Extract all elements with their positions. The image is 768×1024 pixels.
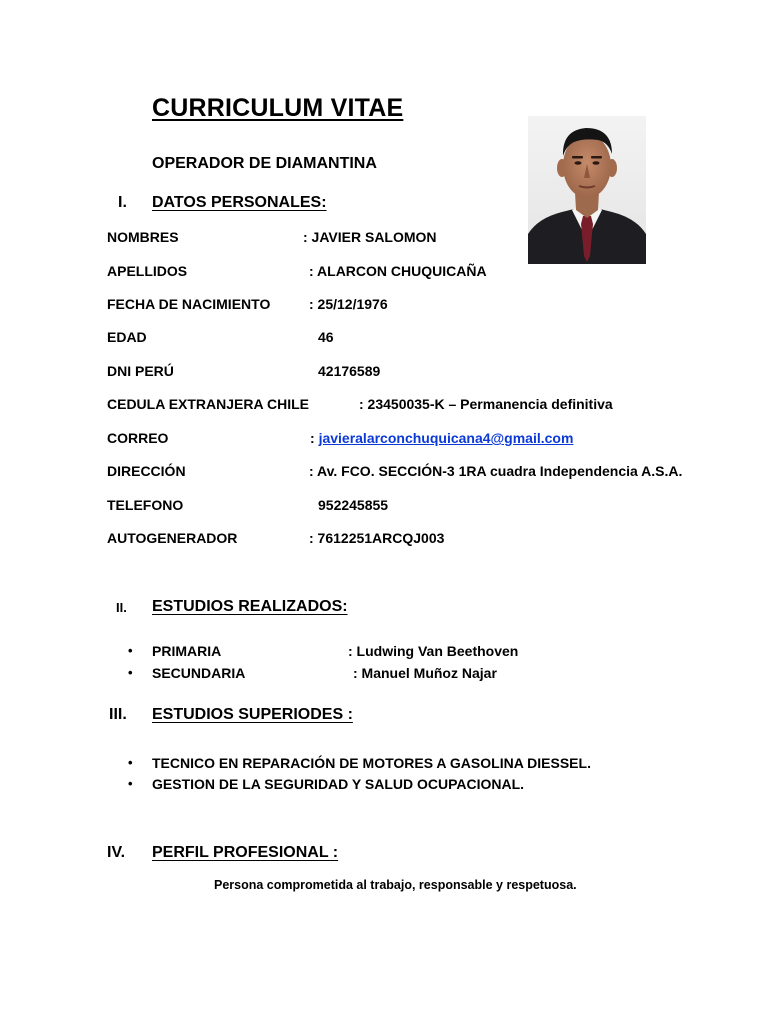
section-title-studies: ESTUDIOS REALIZADOS: bbox=[152, 598, 348, 615]
value-fecha-nacimiento: : 25/12/1976 bbox=[309, 296, 388, 312]
cv-title: CURRICULUM VITAE bbox=[152, 94, 404, 122]
label-dni: DNI PERÚ bbox=[107, 363, 174, 379]
value-correo bbox=[310, 430, 573, 446]
label-telefono: TELEFONO bbox=[107, 497, 184, 513]
value-dni: 42176589 bbox=[318, 363, 381, 379]
higher-study-item: TECNICO EN REPARACIÓN DE MOTORES A GASOLINA DIESSEL. bbox=[152, 755, 591, 771]
section-number-profile: IV. bbox=[107, 844, 126, 861]
label-correo: CORREO bbox=[107, 430, 169, 446]
section-number-studies: II. bbox=[116, 600, 127, 615]
job-position: OPERADOR DE DIAMANTINA bbox=[152, 155, 377, 172]
label-fecha-nacimiento: FECHA DE NACIMIENTO bbox=[107, 296, 271, 312]
profile-summary: Persona comprometida al trabajo, responsable y respetuosa. bbox=[214, 878, 577, 892]
value-autogenerador: : 7612251ARCQJ003 bbox=[309, 530, 445, 546]
section-title-personal: DATOS PERSONALES: bbox=[152, 194, 327, 211]
bullet-icon: • bbox=[128, 643, 133, 658]
label-direccion: DIRECCIÓN bbox=[107, 463, 186, 479]
label-cedula: CEDULA EXTRANJERA CHILE bbox=[107, 396, 309, 412]
value-nombres: : JAVIER SALOMON bbox=[303, 229, 437, 245]
label-nombres: NOMBRES bbox=[107, 229, 179, 245]
label-autogenerador: AUTOGENERADOR bbox=[107, 530, 238, 546]
higher-study-item: GESTION DE LA SEGURIDAD Y SALUD OCUPACIONAL. bbox=[152, 776, 525, 792]
value-cedula: : 23450035-K – Permanencia definitiva bbox=[359, 396, 613, 412]
label-edad: EDAD bbox=[107, 329, 147, 345]
bullet-icon: • bbox=[128, 665, 133, 680]
value-direccion: : Av. FCO. SECCIÓN-3 1RA cuadra Independencia A.S.A. bbox=[309, 463, 683, 479]
study-value-primaria: : Ludwing Van Beethoven bbox=[348, 643, 519, 659]
study-label-secundaria: SECUNDARIA bbox=[152, 665, 246, 681]
value-telefono: 952245855 bbox=[318, 497, 389, 513]
value-edad: 46 bbox=[318, 329, 334, 345]
correo-prefix: : bbox=[310, 430, 315, 446]
section-number-higher: III. bbox=[109, 706, 127, 723]
section-title-profile: PERFIL PROFESIONAL : bbox=[152, 844, 339, 861]
profile-photo bbox=[528, 116, 646, 264]
bullet-icon: • bbox=[128, 755, 133, 770]
study-label-primaria: PRIMARIA bbox=[152, 643, 222, 659]
section-number-personal: I. bbox=[118, 194, 127, 211]
label-apellidos: APELLIDOS bbox=[107, 263, 188, 279]
section-title-higher: ESTUDIOS SUPERIODES : bbox=[152, 706, 353, 723]
email-link[interactable]: javieralarconchuquicana4@gmail.com bbox=[318, 430, 574, 446]
study-value-secundaria: : Manuel Muñoz Najar bbox=[353, 665, 497, 681]
value-apellidos: : ALARCON CHUQUICAÑA bbox=[309, 263, 487, 279]
bullet-icon: • bbox=[128, 776, 133, 791]
